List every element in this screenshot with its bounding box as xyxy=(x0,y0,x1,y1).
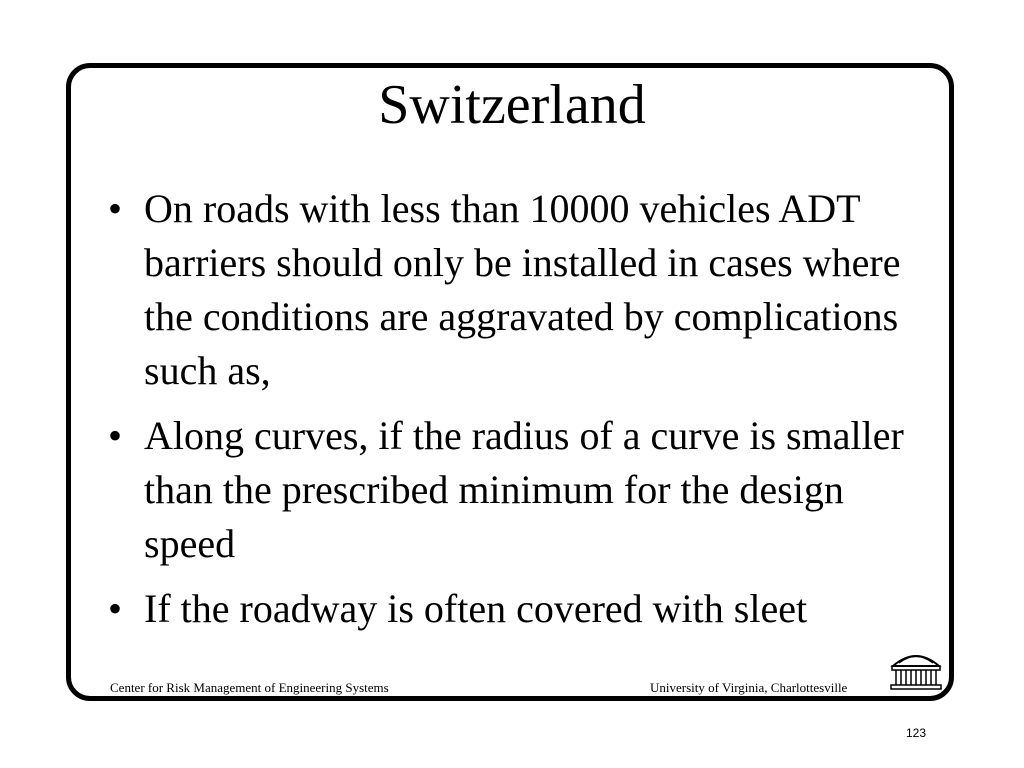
bullet-icon: • xyxy=(108,586,123,631)
bullet-text: If the roadway is often covered with sleet xyxy=(144,586,808,631)
footer-university: University of Virginia, Charlottesville xyxy=(650,680,848,695)
bullet-icon: • xyxy=(108,413,123,458)
bullet-list xyxy=(104,182,924,647)
bullet-text: On roads with less than 10000 vehicles ADT barriers should only be installed in cases where the conditions are aggravated by complications such as, xyxy=(144,186,901,393)
bullet-text: Along curves, if the radius of a curve is smaller than the prescribed minimum for the design speed xyxy=(144,413,904,566)
bullet-item xyxy=(104,409,924,571)
rotunda-icon xyxy=(888,645,944,691)
slide-title: Switzerland xyxy=(378,74,646,136)
footer-organization: Center for Risk Management of Engineering Systems xyxy=(110,680,389,695)
bullet-item xyxy=(104,182,924,398)
bullet-item xyxy=(104,582,924,636)
page-number: 123 xyxy=(906,726,927,740)
bullet-icon: • xyxy=(108,186,123,231)
